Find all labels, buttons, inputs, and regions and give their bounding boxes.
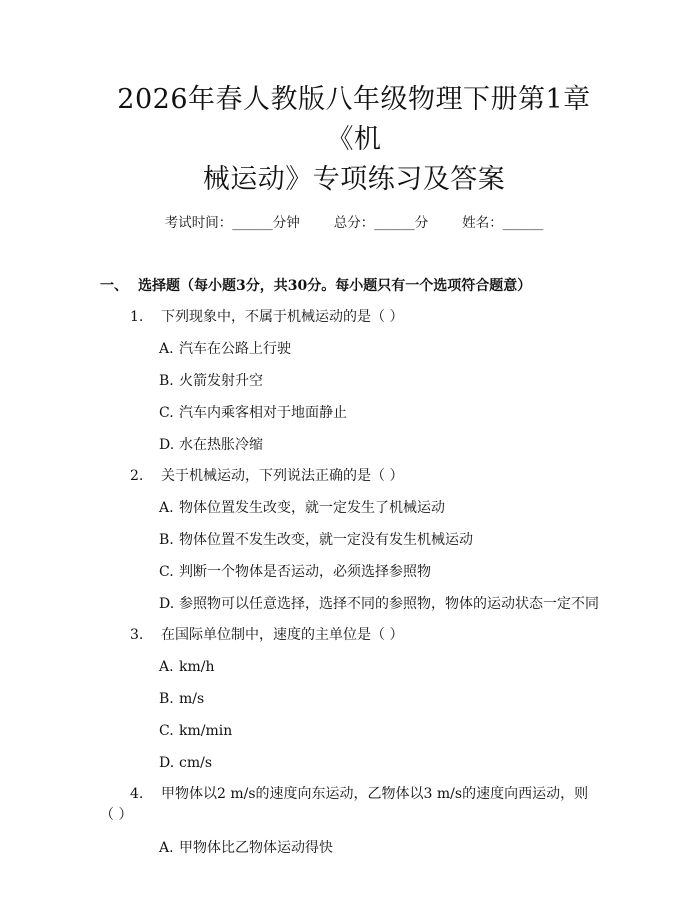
option-d: [108, 435, 600, 455]
option-text: 物体位置发生改变，就一定发生了机械运动: [179, 500, 445, 516]
question-3: [108, 625, 600, 773]
section-number: 一、: [100, 278, 128, 294]
option-text: 水在热胀冷缩: [179, 437, 263, 453]
option-text: 汽车在公路上行驶: [179, 341, 291, 357]
option-letter: D.: [159, 596, 175, 612]
option-d: [108, 753, 600, 773]
question-4: [100, 784, 600, 858]
question-text-continued: （ ）: [100, 807, 133, 823]
question-number: 1.: [130, 309, 144, 325]
question-stem: [108, 625, 600, 645]
option-c: [108, 403, 600, 423]
option-text: m/s: [179, 691, 205, 707]
question-text: 关于机械运动，下列说法正确的是（ ）: [161, 468, 404, 484]
section-title: 选择题（每小题3分，共30分。每小题只有一个选项符合题意）: [138, 278, 532, 294]
option-letter: D.: [159, 755, 175, 771]
option-text: 甲物体比乙物体运动得快: [179, 840, 333, 856]
option-letter: B.: [159, 532, 174, 548]
question-text: 甲物体以2 m/s的速度向东运动，乙物体以3 m/s的速度向西运动，则: [161, 786, 589, 802]
option-letter: C.: [159, 405, 174, 421]
option-letter: A.: [159, 840, 174, 856]
option-text: 参照物可以任意选择，选择不同的参照物，物体的运动状态一定不同: [179, 596, 599, 612]
question-stem: [108, 466, 600, 486]
option-letter: B.: [159, 691, 174, 707]
option-d: [108, 594, 600, 614]
option-c: [108, 721, 600, 741]
section-heading: [100, 276, 600, 296]
option-text: km/h: [179, 659, 215, 675]
question-text: 下列现象中，不属于机械运动的是（ ）: [161, 309, 404, 325]
option-a: [108, 339, 600, 359]
option-b: [108, 689, 600, 709]
option-letter: A.: [159, 659, 174, 675]
question-text: 在国际单位制中，速度的主单位是（ ）: [161, 627, 404, 643]
question-number: 2.: [130, 468, 144, 484]
question-2: [108, 466, 600, 614]
option-a: [108, 657, 600, 677]
exam-meta: [108, 213, 600, 233]
option-letter: C.: [159, 564, 174, 580]
exam-time: 考试时间：______分钟: [164, 215, 300, 231]
title-line-2: 械运动》专项练习及答案: [202, 164, 506, 195]
option-c: [108, 562, 600, 582]
option-text: 物体位置不发生改变，就一定没有发生机械运动: [179, 532, 473, 548]
student-name: 姓名：______: [462, 215, 544, 231]
option-letter: A.: [159, 500, 174, 516]
option-b: [108, 530, 600, 550]
question-stem: [108, 307, 600, 327]
option-text: km/min: [179, 723, 233, 739]
question-number: 4.: [130, 786, 144, 802]
option-letter: C.: [159, 723, 174, 739]
option-text: 火箭发射升空: [179, 373, 263, 389]
option-text: 判断一个物体是否运动，必须选择参照物: [179, 564, 431, 580]
option-text: 汽车内乘客相对于地面静止: [179, 405, 347, 421]
option-a: [108, 838, 600, 858]
question-1: [108, 307, 600, 455]
title-line-1: 2026年春人教版八年级物理下册第1章《机: [117, 84, 591, 155]
question-number: 3.: [130, 627, 144, 643]
option-b: [108, 371, 600, 391]
page-title: [108, 0, 600, 200]
exam-total-score: 总分：______分: [333, 215, 429, 231]
question-stem: [108, 784, 600, 804]
option-letter: D.: [159, 437, 175, 453]
option-a: [108, 498, 600, 518]
option-letter: A.: [159, 341, 174, 357]
option-letter: B.: [159, 373, 174, 389]
option-text: cm/s: [179, 755, 213, 771]
